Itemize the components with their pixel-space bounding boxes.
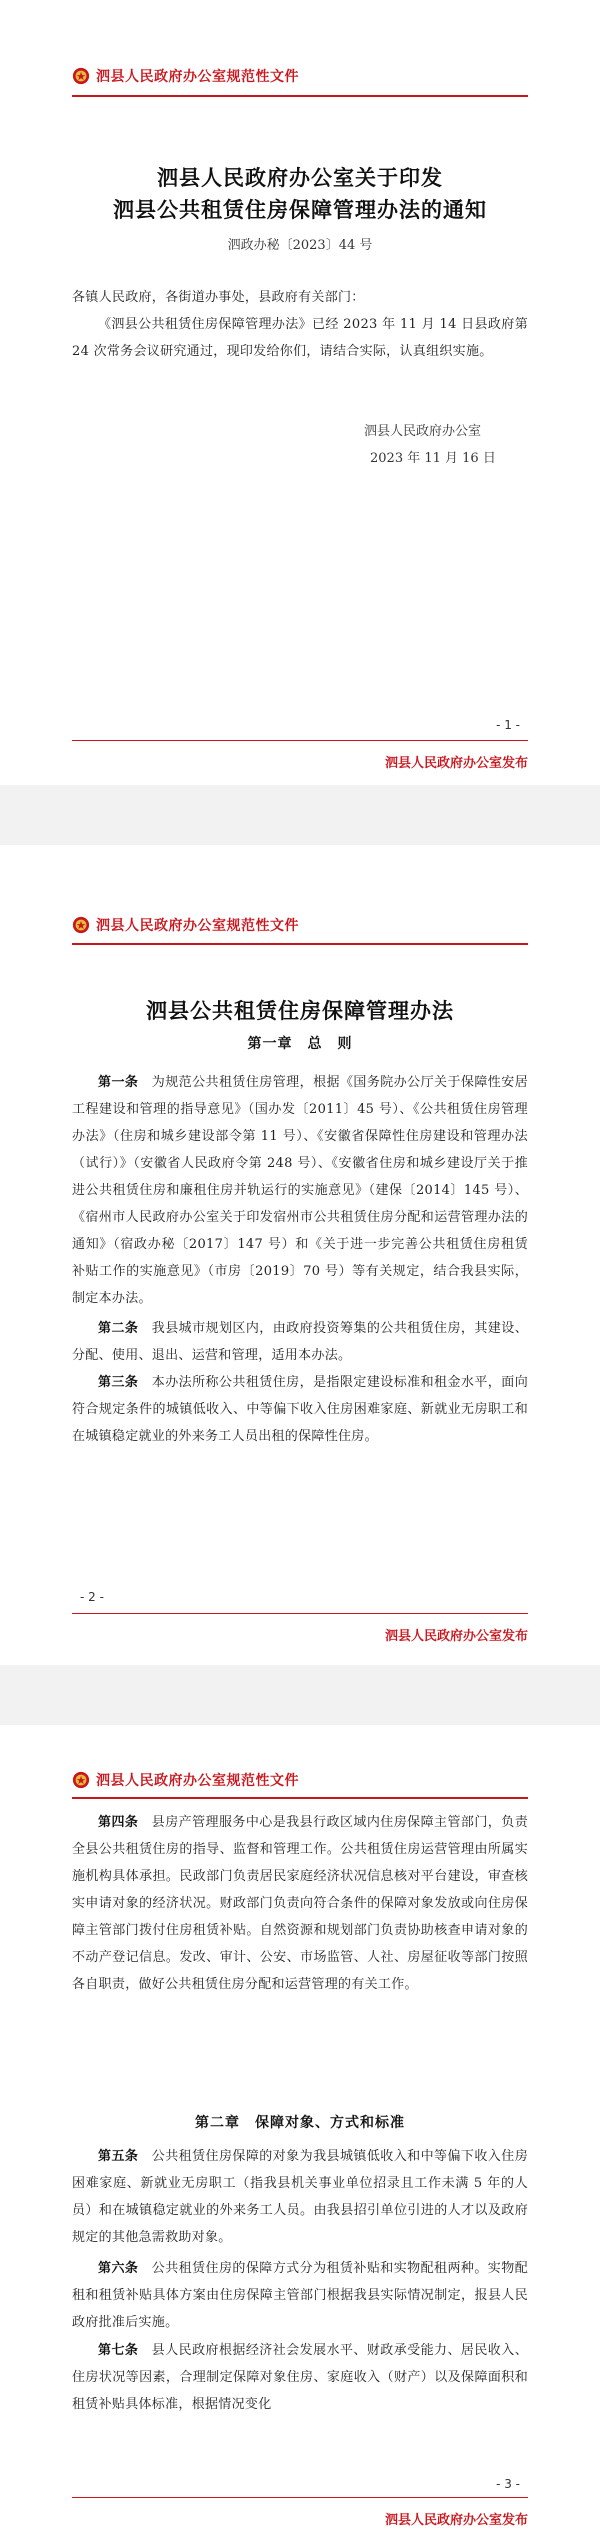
national-emblem-icon [72,916,90,934]
page-gap [0,1665,600,1725]
document-number: 泗政办秘〔2023〕44 号 [227,238,373,253]
article-4-text: 县房产管理服务中心是我县行政区域内住房保障主管部门，负责全县公共租赁住房的指导、监督和管理工作。公共租赁住房运营管理由所属实施机构具体承担。民政部门负责居民家庭经济状况信息核对平台建设，审查核实申请对象的经济状况。财政部门负责向符合条件的保障对象发放或向住房保障主管部门拨付住房租赁补贴。自然资源和规划部门负责协助核查申请对象的不动产登记信息。发改、审计、公安、市场监管、人社、房屋征收等部门按照各自职责，做好公共租赁住房分配和运营管理的有关工作。 [72,1815,528,1992]
header-title: 泗县人民政府办公室规范性文件 [96,69,299,85]
issue-date: 2023 年 11 月 16 日 [370,451,496,466]
footer-rule [72,740,528,741]
header-title: 泗县人民政府办公室规范性文件 [96,918,299,934]
article-2-label: 第二条 [98,1321,139,1336]
article-3-label: 第三条 [98,1375,139,1390]
document-header [72,915,299,935]
signature: 泗县人民政府办公室 [364,424,482,439]
page-gap [0,785,600,845]
article-3-text: 本办法所称公共租赁住房，是指限定建设标准和租金水平，面向符合规定条件的城镇低收入、中等偏下收入住房困难家庭、新就业无房职工和在城镇稳定就业的外来务工人员出租的保障性住房。 [72,1375,528,1444]
notice-body: 《泗县公共租赁住房保障管理办法》已经 2023 年 11 月 14 日县政府第 24 次常务会议研究通过，现印发给你们，请结合实际，认真组织实施。 [72,317,528,359]
chapter-1-heading: 第一章 总 则 [247,1036,353,1052]
header-rule [72,95,528,97]
salutation: 各镇人民政府，各街道办事处，县政府有关部门： [72,290,365,305]
national-emblem-icon [72,67,90,85]
footer-rule [72,2497,528,2498]
article-1-text: 为规范公共租赁住房管理，根据《国务院办公厅关于保障性安居工程建设和管理的指导意见》（国办发〔2011〕45 号）、《公共租赁住房管理办法》（住房和城乡建设部令第 11 号）、《安徽省保障性住房建设和管理办法（试行）》（安徽省人民政府令第 248 号）、《安徽省住房和城乡建设厅关于推进公共租赁住房和廉租住房并轨运行的实施意见》（建保〔2014〕145 号）、《宿州市人民政府办公室关于印发宿州市公共租赁住房分配和运营管理办法的通知》（宿政办秘〔2017〕147 号）和《关于进一步完善公共租赁住房租赁补贴工作的实施意见》（市房〔2019〕70 号）等有关规定，结合我县实际，制定本办法。 [72,1075,528,1306]
header-rule [72,943,528,945]
page-number: - 3 - [496,2477,520,2491]
article-4-label: 第四条 [98,1815,139,1830]
footer-publisher: 泗县人民政府办公室发布 [384,756,528,771]
page-number: - 1 - [496,718,520,732]
chapter-2-heading: 第二章 保障对象、方式和标准 [195,2115,405,2131]
footer-publisher: 泗县人民政府办公室发布 [384,1629,528,1644]
page-number: - 2 - [80,1590,104,1604]
article-7-text: 县人民政府根据经济社会发展水平、财政承受能力、居民收入、住房状况等因素，合理制定保障对象住房、家庭收入（财产）以及保障面积和租赁补贴具体标准，根据情况变化 [72,2343,528,2412]
article-6-label: 第六条 [98,2261,139,2276]
header-title: 泗县人民政府办公室规范性文件 [96,1773,299,1789]
document-header [72,1770,299,1790]
article-6 [72,2255,528,2336]
article-7-label: 第七条 [98,2343,139,2358]
article-2-text: 我县城市规划区内，由政府投资筹集的公共租赁住房，其建设、分配、使用、退出、运营和管理，适用本办法。 [72,1321,528,1363]
page-2 [0,845,600,1665]
footer-publisher: 泗县人民政府办公室发布 [384,2513,528,2528]
article-4 [72,1809,528,1998]
article-3 [72,1369,528,1450]
article-1-label: 第一条 [98,1075,139,1090]
document-header [72,66,299,86]
page-1 [0,0,600,785]
header-rule [72,1797,528,1799]
article-6-text: 公共租赁住房的保障方式分为租赁补贴和实物配租两种。实物配租和租赁补贴具体方案由住房保障主管部门根据我县实际情况制定，报县人民政府批准后实施。 [72,2261,528,2330]
national-emblem-icon [72,1771,90,1789]
article-5-text: 公共租赁住房保障的对象为我县城镇低收入和中等偏下收入住房困难家庭、新就业无房职工（指我县机关事业单位招录且工作未满 5 年的人员）和在城镇稳定就业的外来务工人员。由我县招引单位引进的人才以及政府规定的其他急需救助对象。 [72,2149,528,2245]
page-3 [0,1725,600,2544]
notice-title-line2: 泗县公共租赁住房保障管理办法的通知 [113,197,487,222]
article-7 [72,2337,528,2418]
article-2 [72,1315,528,1369]
footer-rule [72,1613,528,1614]
notice-title-line1: 泗县人民政府办公室关于印发 [157,165,443,190]
regulation-title: 泗县公共租赁住房保障管理办法 [146,998,454,1023]
article-1 [72,1069,528,1312]
article-5 [72,2143,528,2251]
article-5-label: 第五条 [98,2149,139,2164]
